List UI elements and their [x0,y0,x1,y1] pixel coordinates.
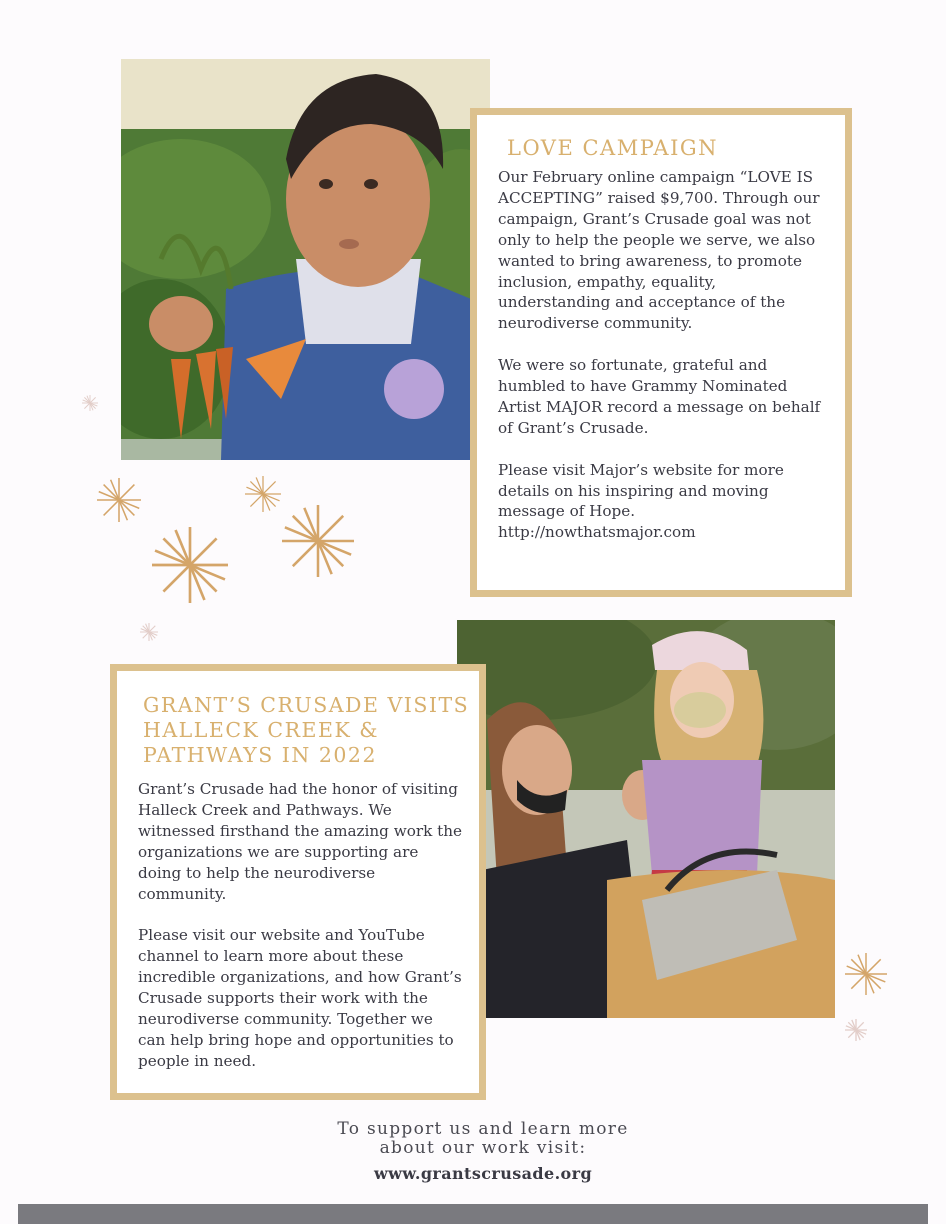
halleck-visit-paragraph-1: Grant’s Crusade had the honor of visiting Halleck Creek and Pathways. We witnessed firsthand the amazing work the organizations we are supporting are doing to help the neurodiverse community. [138,780,463,903]
love-campaign-paragraph-1: Our February online campaign “LOVE IS ACCEPTING” raised $9,700. Through our campaign, Grant’s Crusade goal was not only to help the people we serve, we also wanted to bring awareness, to promote inclusion, empathy, equality, understanding and acceptance of the neurodiverse community. [498,168,820,333]
love-campaign-paragraph-3: Please visit Major’s website for more details on his inspiring and moving message of Hope. http://nowthatsmajor.com [498,460,784,542]
footer-support-line: To support us and learn more [337,1119,629,1139]
photo-boy-with-carrots [121,59,490,460]
photo-girl-on-horse [457,620,835,1018]
footer [0,1120,946,1183]
bottom-bar [18,1204,928,1224]
halleck-visit-paragraph-2: Please visit our website and YouTube channel to learn more about these incredible organizations, and how Grant’s Crusade supports their work with the neurodiverse community. Together we can help bring hope and opportunities to people in need. [138,926,462,1070]
footer-visit-line: about our work visit: [379,1138,587,1158]
love-campaign-title: LOVE CAMPAIGN [507,136,719,160]
halleck-visit-title: GRANT’S CRUSADE VISITS HALLECK CREEK & PATHWAYS IN 2022 [143,693,470,767]
love-campaign-box [470,108,852,597]
love-campaign-paragraph-2: We were so fortunate, grateful and humbled to have Grammy Nominated Artist MAJOR record a message on behalf of Grant’s Crusade. [498,356,821,437]
halleck-visit-box [110,664,486,1100]
footer-website-link[interactable]: www.grantscrusade.org [373,1164,593,1183]
